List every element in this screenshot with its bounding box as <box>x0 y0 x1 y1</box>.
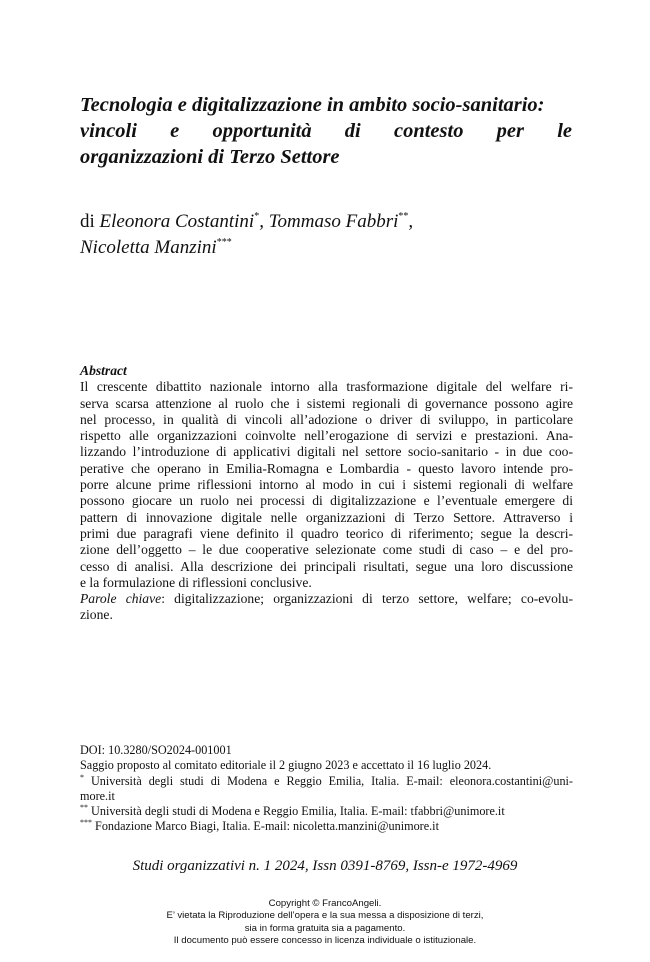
abstract-line: Il crescente dibattito nazionale intorno alla trasformazione digitale del welfare ri- <box>80 379 573 395</box>
footnote-1-line-1 <box>80 774 573 789</box>
author-mark-2: ** <box>398 211 409 222</box>
footnote-1-line-2: more.it <box>80 788 115 803</box>
author-separator-1: , <box>259 211 269 232</box>
keywords-line-2: zione. <box>80 607 113 623</box>
copyright-line: Copyright © FrancoAngeli. <box>268 898 382 909</box>
keywords-label: Parole chiave <box>80 591 162 607</box>
footnote-2-text: Università degli studi di Modena e Reggio Emilia, Italia. E-mail: tfabbri@unimore.it <box>88 804 505 819</box>
footnote-3-text: Fondazione Marco Biagi, Italia. E-mail: nicoletta.manzini@unimore.it <box>92 819 439 834</box>
author-mark-1: * <box>254 211 260 222</box>
copyright-line: sia in forma gratuita sia a pagamento. <box>244 922 406 934</box>
abstract-line: perative che operano in Emilia-Romagna e Lombardia - questo lavoro intende pro- <box>80 460 573 476</box>
abstract-line: rispetto alle organizzazioni coinvolte nell’erogazione di servizi e prestazioni. Ana- <box>80 428 573 444</box>
footnote-2-mark: ** <box>80 803 88 813</box>
author-name-1: Eleonora Costantini <box>99 211 255 232</box>
title-line-2: vincoli e opportunità di contesto per le <box>80 120 572 142</box>
submission-note: Saggio proposto al comitato editoriale il 2 giugno 2023 e accettato il 16 luglio 2024. <box>80 758 492 773</box>
abstract-section <box>80 363 573 624</box>
abstract-line: serva scarsa attenzione al ruolo che i sistemi regionali di governance possono agire <box>80 395 573 411</box>
footnote-1-mark: * <box>80 772 84 782</box>
footnote-3 <box>80 819 573 834</box>
title-line-3: organizzazioni di Terzo Settore <box>80 146 340 168</box>
abstract-line: nel processo, in qualità di vincoli all’adozione o driver di sviluppo, in particolare <box>80 411 573 427</box>
author-name-2: Tommaso Fabbri <box>268 211 399 232</box>
abstract-line: pattern di innovazione digitale nelle organizzazioni di Terzo Settore. Attraverso i <box>80 509 573 525</box>
abstract-line: e la formulazione di riflessioni conclusive. <box>80 574 312 590</box>
doi-line: DOI: 10.3280/SO2024-001001 <box>80 743 232 757</box>
abstract-line: zione dell’oggetto – le due cooperative selezionate come studi di caso – e del pro- <box>80 542 573 558</box>
abstract-line: primi due paragrafi viene definito il quadro teorico di riferimento; segue la descri- <box>80 525 573 541</box>
abstract-heading: Abstract <box>80 363 127 378</box>
authors-line-1 <box>80 209 572 235</box>
footnote-2 <box>80 804 573 819</box>
paper-title <box>80 92 572 170</box>
footnote-3-mark: *** <box>80 818 92 828</box>
copyright-line: E’ vietata la Riproduzione dell’opera e la sua messa a disposizione di terzi, <box>166 910 484 922</box>
footnotes <box>80 743 573 835</box>
author-mark-3: *** <box>216 237 232 248</box>
abstract-line: porre alcune prime riflessioni intorno al modo in cui i sistemi regionali di welfare <box>80 477 573 493</box>
abstract-line: lizzando l’introduzione di applicativi digitali nel settore socio-sanitario - in due coo- <box>80 444 573 460</box>
journal-citation: Studi organizzativi n. 1 2024, Issn 0391-8769, Issn-e 1972-4969 <box>132 858 518 874</box>
authors-prefix: di <box>80 211 100 232</box>
title-line-1: Tecnologia e digitalizzazione in ambito socio-sanitario: <box>80 94 545 116</box>
keywords-text: : digitalizzazione; organizzazioni di terzo settore, welfare; co-evolu- <box>161 591 574 607</box>
abstract-line: cesso di analisi. Alla descrizione dei principali risultati, segue una loro discussione <box>80 558 573 574</box>
copyright-line: Il documento può essere concesso in licenza individuale o istituzionale. <box>173 935 477 947</box>
abstract-line: possono giocare un ruolo nei processi di digitalizzazione e l’eventuale emergere di <box>80 493 573 509</box>
author-separator-2: , <box>408 211 414 232</box>
footnote-1-text: Università degli studi di Modena e Reggio Emilia, Italia. E-mail: eleonora.costantini@uni- <box>84 773 573 788</box>
author-list <box>80 209 572 261</box>
keywords-line-1 <box>80 591 573 607</box>
authors-line-2 <box>80 235 572 261</box>
copyright-notice <box>0 898 650 948</box>
author-name-3: Nicoletta Manzini <box>80 237 217 258</box>
